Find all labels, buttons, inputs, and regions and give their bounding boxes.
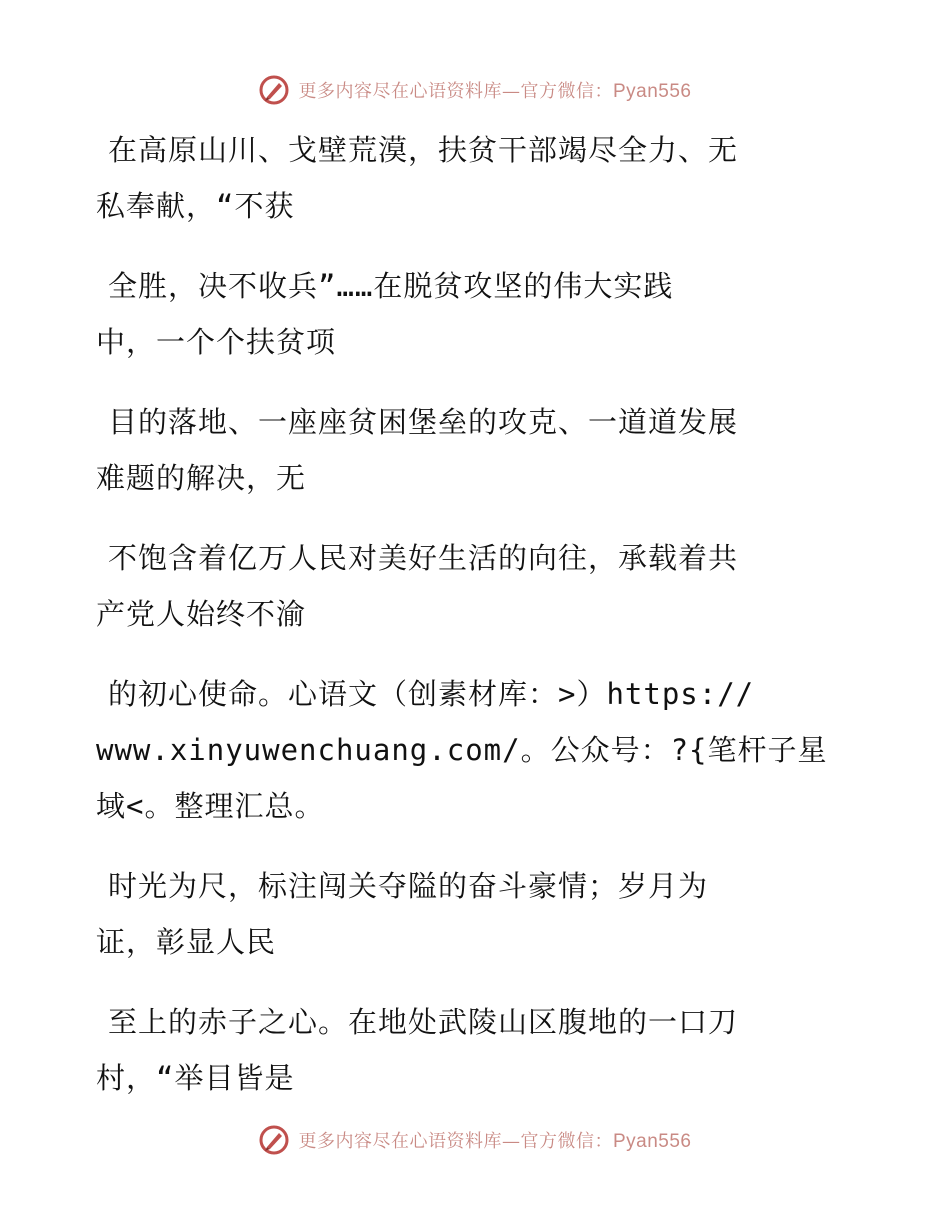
header-banner (0, 70, 950, 110)
footer-banner-text (298, 1127, 691, 1153)
footer-wechat-id: Pyan556 (612, 1131, 692, 1152)
paragraph-4 (96, 530, 836, 642)
pen-logo-icon (258, 1124, 290, 1156)
paragraph-line: 时光为尺，标注闯关夺隘的奋斗豪情；岁月为 (108, 869, 709, 903)
paragraph-line: 的初心使命。心语文（创素材库：>）https:// (108, 677, 755, 711)
header-separator: — (501, 81, 521, 102)
paragraph-line: 证，彰显人民 (96, 925, 277, 959)
paragraph-line: 产党人始终不渝 (96, 597, 307, 631)
header-banner-text (298, 77, 691, 103)
paragraph-line: 私奉献，“不获 (96, 189, 295, 223)
paragraph-7 (96, 994, 836, 1106)
paragraph-line: 目的落地、一座座贫困堡垒的攻克、一道道发展 (108, 405, 739, 439)
header-library-text: 更多内容尽在心语资料库 (298, 81, 502, 102)
paragraph-line: 至上的赤子之心。在地处武陵山区腹地的一口刀 (108, 1005, 739, 1039)
paragraph-2 (96, 258, 836, 370)
footer-separator: — (501, 1131, 521, 1152)
paragraph-line: 不饱含着亿万人民对美好生活的向往，承载着共 (108, 541, 739, 575)
paragraph-line: 中，一个个扶贫项 (96, 325, 337, 359)
paragraph-3 (96, 394, 836, 506)
pen-logo-icon (258, 74, 290, 106)
document-body (96, 122, 836, 1130)
paragraph-line: www.xinyuwenchuang.com/。公众号：?{笔杆子星 (96, 733, 828, 767)
paragraph-line: 全胜，决不收兵”……在脱贫攻坚的伟大实践 (108, 269, 674, 303)
header-wechat-label: 官方微信： (520, 81, 613, 102)
paragraph-1 (96, 122, 836, 234)
paragraph-line: 在高原山川、戈壁荒漠，扶贫干部竭尽全力、无 (108, 133, 739, 167)
paragraph-line: 域<。整理汇总。 (96, 789, 325, 823)
header-wechat-id: Pyan556 (612, 81, 692, 102)
footer-wechat-label: 官方微信： (520, 1131, 613, 1152)
paragraph-6 (96, 858, 836, 970)
paragraph-5 (96, 666, 836, 834)
paragraph-line: 难题的解决，无 (96, 461, 307, 495)
footer-library-text: 更多内容尽在心语资料库 (298, 1131, 502, 1152)
footer-banner (0, 1120, 950, 1160)
paragraph-line: 村，“举目皆是 (96, 1061, 295, 1095)
